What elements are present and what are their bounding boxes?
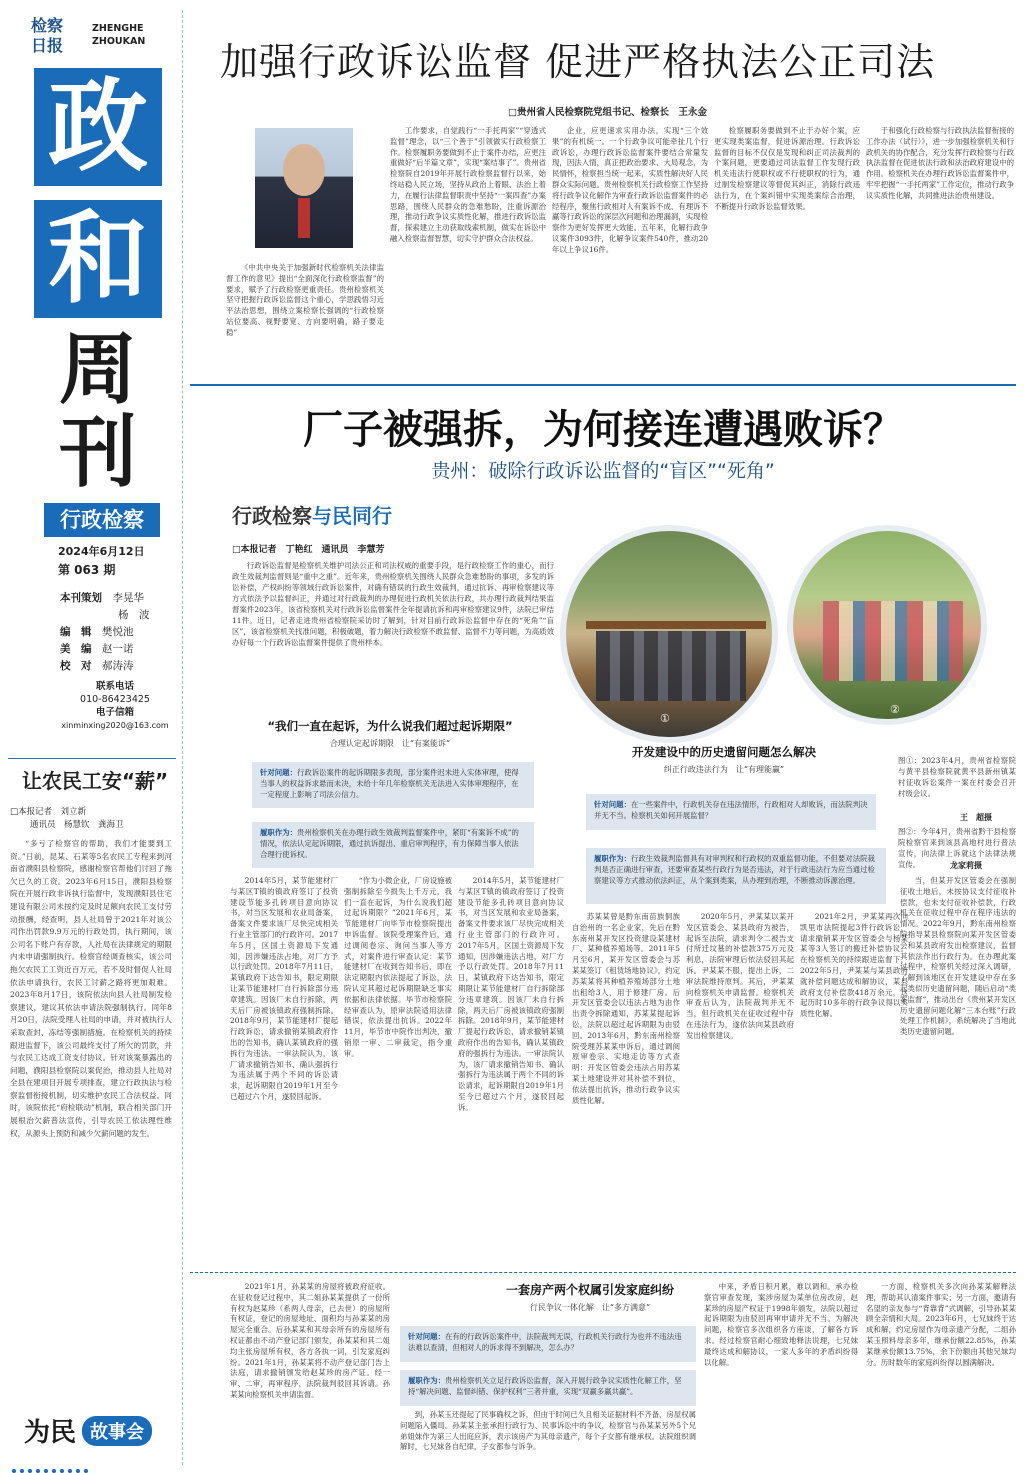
a-label: 履职作为： [594,854,631,863]
article2-byline: □本报记者 丁艳红 通讯员 李慧芳 [232,545,385,555]
column-logo-b: 与民同行 [312,504,392,528]
credit-row: 本刊策划 李晃华 [60,592,144,604]
email-address: xinminxing2020@163.com [61,721,169,730]
section-b-kicker: 纠正行政违法行为 让“有理能赢” [663,765,785,774]
masthead-char-zheng: 政 [34,68,162,186]
section-b-col2-text: 2021年2月，尹某某再次向凯里市法院提起3件行政诉讼，请求撤销某开发区管委会与杨某某等3人签订的搬迁补偿协议。在检察机关的持续跟进监督下，2022年5月，尹某某与某县政府就补偿问题达成和解协议，某县政府支付补偿款418万余元，这起历时10多年的行政争议得以实质性化解。 [800,912,908,1019]
section-c-question [400,1326,696,1362]
section-c-kicker: 行民争议一体化解 让“多方满意” [529,1303,651,1312]
q-label: 针对问题： [408,1332,445,1341]
article1-col1 [226,263,384,373]
a-label: 履职作为： [260,828,297,837]
photo-2-number: ② [890,703,900,716]
article1-col3-text: 企业，应更速求实用办法，实现“三个效果”的有机统一。一个行政争议可能牵扯几个行政诉讼，办理行政诉讼监督案件要结合常量发现，因法入情，真正把政治要求、大局观念，为民情怀，检察担当统一起来，实质性解决好人民群众实际问题。贵州检察机关行政检察工作坚持将行政争议化解作为审查行政诉讼监督案件的必经程序，聚焦行政相对人有案诉不成、有理诉不赢等行政诉讼的深层次问题和治理漏洞，实现检察作为更好发挥更大效能。五年来，化解行政争议案件3093件，化解争议案件540件，推动20年以上争议16件。 [552,126,708,254]
byline-reporter: □本报记者 刘立新 [10,807,87,817]
photo-caption-1-credit: 王 超摄 [960,813,992,822]
section-c-col2-text: 到，孙某玉还提起了民事确权之诉，但由于时间已久且相关证据材料不齐备，房屋权属问题陷入僵局。孙某某主张承担行政行为、民事诉讼中的争议，检察官与孙某某另外5个兄弟姐妹作为第三人出庭应诉，表示该房产为其母亲遗产，每个子女都有继承权。法院组织调解时，七兄妹各自纪律，子女都参与诉争。 [400,1410,696,1452]
sidebar-story-text: “多亏了检察官的帮助，我们才能要到工资。”日前，昆某、石某等5名农民工专程来到河南省濮阳县检察院，感谢检察官帮他们讨回了拖欠已久的工资。2023年6月15日，濮阳县检察院在开展行政非诉执行监督中，发现濮阳县住宅建设有限公司未按约定及时足额向农民工支付劳动报酬，经查明，县人社局曾于2021年对该公司作出罚款9.9万元的行政处罚，执行期间，该公司名下账户有存款，人社局在法律规定的期限内未申请强制执行。检察官经调查核实，该公司拖欠农民工工资近百万元，若不及时督促人社局依法申请执行，农民工讨薪之路将更加艰难。2023年8月17日，该院依法向县人社局制发检察建议，建议其依法申请法院强制执行。同年8月20日，法院受理人社局的申请，并对被执行人采取查封、冻结等强制措施。在检察机关的持续跟进监督下，该公司最终支付了所欠的罚款，并与农民工达成工资支付协议。针对该案暴露出的问题，濮阳县检察院以案促治，推动县人社局对全县在建项目开展专项排查，建立行政执法与检察监督衔接机制，切实维护农民工合法权益。同时，该院依托“府检联动”机制，联合相关部门开展根治欠薪普法宣传，引导农民工依法理性维权，从源头上预防和减少欠薪问题的发生。 [10,839,172,1138]
masthead-big-title [34,68,164,498]
section-c-col3 [704,1282,858,1464]
section-a-question [252,762,534,808]
q-text: 行政诉讼案件的起诉期限多表现，部分案件迟未进入实体审理，使得当事人的权益诉求悬而未决，未给十年几年检察机关无法进入实体审理程序，在一定程度上影响了司法公信力。 [260,768,519,799]
section-b-col0-text: 苏某某曾是黔东南苗族侗族自治州的一名企业家，先后在黔东南州某开发区投资建设某建材厂、某种植养殖场等。2011年5月至6月，某开发区管委会与苏某某签订《租赁场地协议》，约定苏某某将其种植养殖场部分土地出租给3人，用于修建厂房。后开发区管委会以违法占地为由作出责令拆除通知，苏某某提起诉讼，法院以超过起诉期限为由驳回。2013年6月，黔东南州检察院受理苏某某申诉后，通过调阅原审卷宗、实地走访等方式查明：开发区管委会违法占用苏某某土地建设并对其补偿不到位，依法提出抗诉，推动行政争议实质性化解。 [572,912,680,1105]
issue-date: 2024年6月12日 [58,545,145,558]
article1-byline: □贵州省人民检察院党组书记、检察长 王永金 [508,107,707,118]
credits-list [60,590,170,675]
article2-col-b0 [572,912,680,1264]
article1-col2 [390,126,546,374]
sidebar-story-title: 让农民工安“薪” [21,769,169,793]
issue-info [58,544,168,580]
article2-title: 厂子被强拆，为何接连遭遇败诉？ [303,407,903,453]
article2-lead-text: 行政诉讼监督是检察机关维护司法公正和司法权威的重要手段，是行政检察工作的重心，而行政生效裁判监督则是“重中之重”。近年来，贵州检察机关围绕人民群众急难愁盼的事项，多发的诉讼补偿，产权纠纷等领域行政诉讼案件，对确有错误的行政生效裁判，通过抗诉、再审检察建议等方式依法予以监督纠正，并通过对行政裁判的办理促进行政机关依法行政，共办理行政裁判结果监督案件2023年，该省检察机关对行政诉讼监督案件全年提请抗诉和再审检察建议9件，法院已审结11件。近日，记者走进贵州省检察院采访时了解到，针对目前行政诉讼监督中存在的“死角”“盲区”，该省检察机关找准问题，积极破题，着力解决行政检察不敢监督、监督不力等问题，为高质效办好每一个行政诉讼监督案件提供了贵州样本。 [232,561,554,647]
email-label: 电子信箱 [95,707,134,718]
photo-caption-2-credit: 龙家莉摄 [950,861,982,870]
author-portrait [255,128,353,248]
section-b-col3 [900,876,1016,1264]
q-text: 在有的行政诉讼案件中，法院裁判无误，行政机关行政行为也并不违法违法难以查清，但相对人的诉求得不到解决，怎么办？ [408,1332,682,1352]
caption-1-text: 图①：2023年4月，贵州省检察院与黄平县检察院就黄平县新州镇某村征收诉讼案件一案在村委会召开村级会议。 [898,756,1016,798]
section-c-col4 [866,1282,1016,1464]
article1-title: 加强行政诉讼监督 促进严格执法公正司法 [220,40,936,84]
masthead-logo [31,16,87,60]
photo-1-number: ① [660,712,670,725]
a-text: 贵州检察机关立足行政诉讼监督，深入开展行政争议实质性化解工作，坚持“解决问题、监督纠错、保护权利”三者并重，实现“双赢多赢共赢”。 [408,1376,682,1396]
credit-row: 校 对 郝涛涛 [60,660,134,672]
q-label: 针对问题： [594,800,631,809]
pinyin-line-2: ZHOUKAN [92,36,146,47]
section-b-col1 [686,912,794,1264]
article1-col4 [714,126,860,374]
article1-col1-text: 《中共中央关于加强新时代检察机关法律监督工作的意见》提出“全面深化行政检察监督”的要求，赋予了行政检察更重责任。贵州检察机关坚守把握行政诉讼监督这个重心，学思践悟习近平法治思想，围绕立案检察长强调的“行政检察站位要高、视野要宽、方向要明确，路子要走稳” [226,263,384,337]
byline-correspondent: 通讯员 杨慧钦 龚海卫 [30,820,124,830]
sidebar-story-body [10,838,172,1403]
a-text: 行政生效裁判监督具有对审判权和行政权的双重监督功能，不但要对法院裁判是否正确进行审查，还要审查某些行政行为是否违法，对于行政违法行为应当通过检察建议等方式推动依法纠正，从个案到类案，从办理到治理，不断推动诉源治理。 [594,854,875,885]
section-b-question [586,794,876,830]
section-c-col4-text: 一方面，检察机关多次向孙某某解释法理，帮助其认清案件事实；另一方面，邀请有名望的亲友参与“背靠背”式调解，引导孙某某顾全亲情和大局。2023年6月，七兄妹终于达成和解，约定房屋作为母亲遗产分配，二组孙某玉照料母亲多年，继承份额22.85%，孙某某继承份额13.75%，余下份额由其他兄妹均分。历时数年的家庭纠纷得以圆满解决。 [866,1282,1016,1367]
sidebar-story-byline [10,806,180,832]
section-c-col1 [230,1282,390,1464]
contact-phone: 010-86423425 [80,694,150,705]
credit-row: 美 编 赵一诺 [60,643,134,655]
section-a-col1 [230,876,338,1264]
footer-dots [10,1458,90,1473]
section-a-col1-text: 2014年5月，某节能建材厂与某区T镇的镇政府签订了投资建设节能多孔砖项目意向协议书，对当区发展和农业局备案，备案文件要求该厂尽快完成相关行业主管部门的行政许可。2017年5月，区国土资源局下发通知，因涉嫌违法占地，对厂方予以行政处罚。2018年7月11日，某镇政府下达告知书，限定期限让某节能建材厂自行拆除部分违章建筑。因该厂未自行拆除，两天后厂房被该镇政府强制拆除。2018年9月，某节能建材厂提起行政诉讼，请求撤销某镇政府作出的告知书，确认某镇政府的强拆行为违法。一审法院认为，该厂请求撤销告知书、确认强拆行为违法属于两个不同的诉讼请求，起诉期限自2019年1月至今已超过六个月，遂驳回起诉。 [230,876,338,1101]
section-b-answer [586,848,886,904]
a-text: 贵州检察机关在办理行政生效裁判监督案件中，紧盯“有案诉不成”的情况，依法认定起诉期限，通过抗诉提出、重启审判程序，有力保障当事人依法合理行使诉权。 [260,828,519,859]
photo-2 [787,525,987,725]
q-label: 针对问题： [260,768,297,777]
photo-1 [560,525,778,743]
footer-logo [24,1410,174,1450]
section-b-col3-text: 当，但某开发区管委会在强制征收土地后，未按协议支付征收补偿款，也未支付征收补偿款，行政机关在征收过程中存在程序违法的情况。2022年9月，黔东南州检察院指导某县检察院向某开发区管委会和某县政府发出检察建议，监督其依法作出行政行为。在办理此案过程中，检察机关经过深入调研，了解到该地区在开发建设中存在多起类似历史遗留问题，随后启动“类案监督”，推动出台《贵州某开发区历史遗留问题化解“三本台账”行政处理工作机制》，系统解决了当地此类历史遗留问题。 [900,876,1016,1037]
article1-col5 [866,126,1014,374]
footer-logo-a: 为民 [24,1418,77,1448]
footer-logo-b: 故事会 [82,1416,152,1446]
section-c-col2 [400,1410,696,1464]
article2-subtitle: 贵州：破除行政诉讼监督的“盲区”“死角” [431,460,775,482]
section-b-head: 开发建设中的历史遗留问题怎么解决 [632,745,816,759]
column-logo [232,500,462,530]
section-a-head: “我们一直在起诉，为什么说我们超过起诉期限” [267,719,513,733]
section-a-col3-cont: 2014年5月，某节能建材厂与某区T镇的镇政府签订了投资建设节能多孔砖项目意向协议书，对当区发展和农业局备案，备案文件要求该厂尽快完成相关行业主管部门的行政许可。2017年5月，区国土资源局下发通知，因涉嫌违法占地，对厂方予以行政处罚。2018年7月11日，某镇政府下达告知书，限定期限让某节能建材厂自行拆除部分违章建筑。因该厂未自行拆除，两天后厂房被该镇政府强制拆除。2018年9月，某节能建材厂提起行政诉讼，请求撤销某镇政府作出的告知书，确认某镇政府的强拆行为违法。一审法院认为，该厂请求撤销告知书、确认强拆行为违法属于两个不同的诉讼请求，起诉期限自2019年1月至今已超过六个月，遂驳回起诉。 [458,876,564,1112]
masthead-pinyin [92,22,145,48]
photo-caption-1 [898,755,1016,825]
article1-col2-text: 工作要求，自觉践行“一手托两家”“穿透式监督”理念，以“三个善于”引领做实行政检察工作。检察履职务要做到不止于案件办结，应更注重做好“后半篇文章”，实现“案结事了”。贵州省检察院自2019年开展行政检察监督行以来，始终站稳人民立场，坚持从政治上着眼、法治上着力，在履行法律监督职责中坚持“一案四查”办案思路，围绕人民群众的急难愁盼，注重诉源治理，推动行政争议实质性化解，推进行政诉讼监督，探索建立主动获取线索机制，做实在诉讼中融入检察监督智慧，切实守护群众合法权益。 [390,126,546,243]
section-badge: 行政检察 [44,503,160,537]
section-a-col3 [458,876,564,1264]
a-label: 履职作为： [408,1376,445,1385]
section-c-col3-text: 中来，矛盾日积月累，难以调和。承办检察官审查发现，案涉房屋为某单位房改房，赵某珍的房屋产权证于1998年颁发，法院以超过起诉期限为由驳回再审申请并无不当。为解决问题，检察官多次组织各方座谈，了解各方诉求。经过检察官耐心细致地释法说理，七兄妹最终达成和解协议，一家人多年的矛盾纠纷得以化解。 [704,1282,858,1367]
masthead-char-zhou: 周 [58,325,137,415]
q-text: 在一些案件中，行政机关存在违法情形，行政相对人却败诉，而法院判决并无不当。检察机关如何开展监督？ [594,800,868,820]
section-c-answer [400,1370,696,1406]
section-a-kicker: 合理认定起诉期限 让“有案能诉” [329,739,451,748]
section-b-col2 [800,912,908,1264]
caption-2-text: 图②：今年4月，贵州省黔干县检察院检察官来到该县高地村进行普法宣传，向法律上诉就这个法律法规宣传。 [898,827,1016,869]
section-a-col2-text: “作为小微企业，厂房设施被强制拆除至今损失上千万元，我们一直在起诉，为什么说我们超过起诉期限？”2021年6月，某节能建材厂向毕节市检察院提出申诉监督。该院受理案件后，通过调阅卷宗、询问当事人等方式，对案件进行审查认定：某节能建材厂在收到告知书后，即在法定期限内依法提起了诉讼，法院认定其超过起诉期限缺乏事实依据和法律依据。毕节市检察院经审查认为，原审法院适用法律错误，依法提出抗诉。2022年11月，毕节市中院作出判决，撤销原一审、二审裁定，指令重审。 [344,876,452,1058]
contact-label: 联系电话 [95,681,134,692]
article1-col3 [552,126,708,374]
section-c-head: 一套房产两个权属引发家庭纠纷 [505,1283,674,1297]
section-a-answer [252,822,534,868]
pinyin-line-1: ZHENGHE [92,23,144,34]
column-logo-a: 行政检察 [232,504,312,528]
section-b-col1-text: 2020年5月，尹某某以某开发区管委会、某县政府为被告，起诉至法院，请求判令二被告支付所迁坟墓的补偿款375万元及利息，法院审理后依法驳回其起诉。尹某某不服，提出上诉，二审法院维持原判。其后，尹某某向检察机关申请监督。检察机关审查后认为，法院裁判并无不当，但行政机关在征收过程中存在违法行为，遂依法向某县政府发出检察建议。 [686,912,794,1040]
contact-block [60,680,170,732]
section-c-col1-text: 2021年1月，孙某某的房屋将被政府征收。在征收登记过程中，其二姐孙某某提供了一份所有权为赵某珍（系两人母亲，已去世）的房屋所有权证，登记的房屋地址、面积均与孙某某的房屋完全重合。后孙某某和其母亲所有的房屋所有权证都由不动产登记部门颁发，孙某某和其二姐均主张房屋所有权，各方各执一词，引发家庭纠纷。2021年1月，孙某某将不动产登记部门告上法庭，请求撤销颁发给赵某珍的房产证。经一审、二审，再审程序，法院裁判驳回其诉请。孙某某向检察机关申请监督。 [230,1282,390,1399]
issue-number: 第 063 期 [58,563,116,577]
credit-row: 杨 波 [118,609,150,621]
article2-lead [232,560,554,710]
credit-row: 编 辑 樊悦池 [60,626,134,638]
masthead-char-he: 和 [34,200,162,318]
masthead-char-kan: 刊 [58,408,137,498]
section-a-col2 [344,876,452,1264]
logo-text: 检察日报 [31,16,64,55]
article1-col4-text: 检察履职务要做到不止于办好个案，应更实现类案监督，促进诉源治理。行政诉讼监督的目标不仅仅是发现和纠正司法裁判的个案问题，更要通过司法监督工作发现行政机关违法行使职权或不行使职权的行为，通过制发检察建议等督促其纠正，消除行政违法行为，在个案纠错中实现类案综合治理，不断提升行政诉讼监督效果。 [714,126,860,211]
article1-col5-text: 于和强化行政检察与行政执法监督衔接的工作办法（试行）》，进一步加强检察机关和行政机关的协作配合，充分发挥行政检察与行政执法监督在促进依法行政和法治政府建设中的作用。检察机关在办理行政诉讼监督案件中，牢牢把握“一手托两家”工作定位，推动行政争议实质性化解，共同推进法治贵州建设。 [866,126,1014,200]
